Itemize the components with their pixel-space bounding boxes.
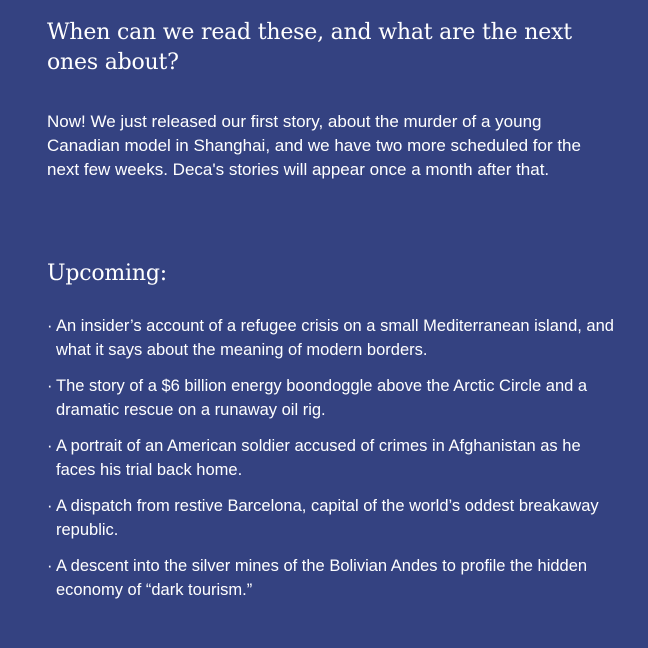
list-item [47,554,617,602]
list-item [47,434,617,482]
list-item [47,374,617,422]
bullet-icon: · [47,497,53,515]
list-item-text: A dispatch from restive Barcelona, capital of the world’s oddest breakaway republic. [56,497,599,539]
list-item-text: The story of a $6 billion energy boondoggle above the Arctic Circle and a dramatic rescue on a runaway oil rig. [56,377,588,419]
bullet-icon: · [47,557,53,575]
upcoming-stories-list [47,314,617,614]
list-item [47,494,617,542]
bullet-icon: · [47,377,53,395]
list-item-text: A portrait of an American soldier accused of crimes in Afghanistan as he faces his trial back home. [56,437,581,479]
upcoming-heading: Upcoming: [47,261,167,286]
list-item [47,314,617,362]
list-item-text: An insider’s account of a refugee crisis on a small Mediterranean island, and what it says about the meaning of modern borders. [56,317,614,359]
bullet-icon: · [47,317,53,335]
list-item-text: A descent into the silver mines of the Bolivian Andes to profile the hidden economy of “dark tourism.” [56,557,588,599]
faq-question-heading: When can we read these, and what are the next ones about? [47,20,572,75]
faq-answer-paragraph: Now! We just released our first story, about the murder of a young Canadian model in Shanghai, and we have two more scheduled for the next few weeks. Deca's stories will appear once a month after that. [47,112,581,179]
bullet-icon: · [47,437,53,455]
